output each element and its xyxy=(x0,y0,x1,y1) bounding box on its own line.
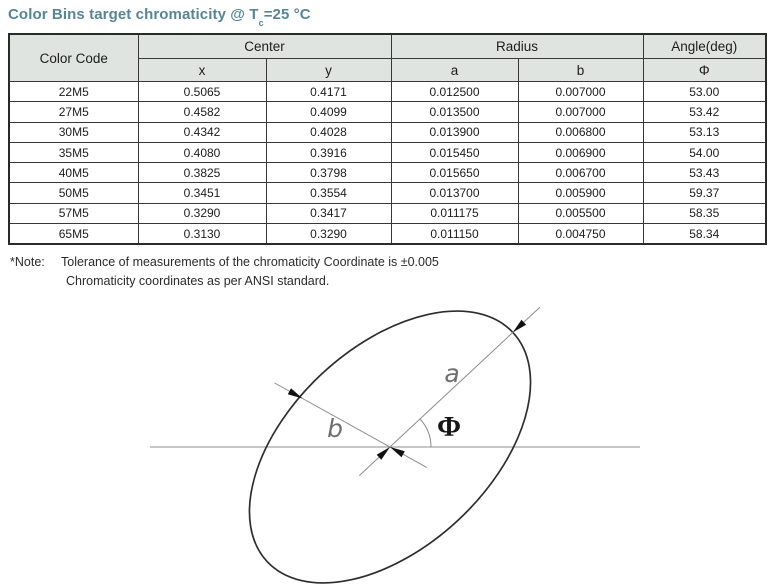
table-row xyxy=(9,102,766,122)
cell-color-code: 40M5 xyxy=(9,163,138,183)
cell-x: 0.3290 xyxy=(138,203,266,223)
cell-b: 0.005900 xyxy=(518,183,643,203)
label-phi: Φ xyxy=(436,411,462,443)
cell-a: 0.013500 xyxy=(391,102,518,122)
cell-a: 0.011150 xyxy=(391,224,518,245)
cell-phi: 53.42 xyxy=(643,102,766,122)
cell-x: 0.4342 xyxy=(138,122,266,142)
cell-y: 0.4028 xyxy=(266,122,391,142)
title-prefix: Color Bins target chromaticity @ T xyxy=(8,6,259,23)
ellipse-diagram xyxy=(0,298,772,588)
note-block xyxy=(10,253,439,291)
title-subscript: c xyxy=(258,18,264,28)
cell-b: 0.006900 xyxy=(518,142,643,162)
cell-y: 0.3916 xyxy=(266,142,391,162)
angle-arc xyxy=(420,419,431,447)
note-line2: Chromaticity coordinates as per ANSI standard. xyxy=(66,274,330,288)
cell-a: 0.012500 xyxy=(391,82,518,102)
cell-color-code: 50M5 xyxy=(9,183,138,203)
cell-color-code: 27M5 xyxy=(9,102,138,122)
table-row xyxy=(9,122,766,142)
cell-phi: 53.43 xyxy=(643,163,766,183)
cell-a: 0.015650 xyxy=(391,163,518,183)
page-title xyxy=(8,6,311,28)
cell-y: 0.3290 xyxy=(266,224,391,245)
cell-x: 0.4080 xyxy=(138,142,266,162)
cell-b: 0.007000 xyxy=(518,102,643,122)
col-header-angle: Angle(deg) xyxy=(643,34,766,59)
note-line1: Tolerance of measurements of the chromaticity Coordinate is ±0.005 xyxy=(61,255,439,269)
col-header-color-code: Color Code xyxy=(9,34,138,82)
cell-x: 0.4582 xyxy=(138,102,266,122)
cell-phi: 54.00 xyxy=(643,142,766,162)
label-a: a xyxy=(444,359,460,388)
label-b: b xyxy=(327,414,343,443)
chromaticity-ellipse xyxy=(199,298,581,588)
cell-a: 0.015450 xyxy=(391,142,518,162)
col-header-a: a xyxy=(391,59,518,82)
title-suffix: =25 °C xyxy=(263,6,311,23)
cell-a: 0.013900 xyxy=(391,122,518,142)
cell-phi: 58.34 xyxy=(643,224,766,245)
cell-x: 0.3130 xyxy=(138,224,266,245)
cell-b: 0.004750 xyxy=(518,224,643,245)
cell-b: 0.006800 xyxy=(518,122,643,142)
col-header-y: y xyxy=(266,59,391,82)
cell-x: 0.3825 xyxy=(138,163,266,183)
col-header-phi: Φ xyxy=(643,59,766,82)
table-row xyxy=(9,142,766,162)
cell-y: 0.3417 xyxy=(266,203,391,223)
cell-y: 0.4171 xyxy=(266,82,391,102)
table-row xyxy=(9,183,766,203)
cell-y: 0.4099 xyxy=(266,102,391,122)
header-row-groups xyxy=(9,34,766,59)
cell-color-code: 35M5 xyxy=(9,142,138,162)
arrowhead-b-center xyxy=(390,447,405,457)
cell-b: 0.005500 xyxy=(518,203,643,223)
cell-b: 0.007000 xyxy=(518,82,643,102)
col-header-b: b xyxy=(518,59,643,82)
col-header-radius: Radius xyxy=(391,34,643,59)
cell-phi: 53.00 xyxy=(643,82,766,102)
cell-y: 0.3554 xyxy=(266,183,391,203)
table-row xyxy=(9,224,766,245)
cell-a: 0.013700 xyxy=(391,183,518,203)
arrowhead-b-edge xyxy=(288,388,303,398)
cell-phi: 59.37 xyxy=(643,183,766,203)
col-header-center: Center xyxy=(138,34,391,59)
cell-b: 0.006700 xyxy=(518,163,643,183)
cell-phi: 58.35 xyxy=(643,203,766,223)
cell-color-code: 65M5 xyxy=(9,224,138,245)
table-row xyxy=(9,82,766,102)
cell-color-code: 30M5 xyxy=(9,122,138,142)
cell-a: 0.011175 xyxy=(391,203,518,223)
cell-x: 0.5065 xyxy=(138,82,266,102)
table-row xyxy=(9,203,766,223)
note-label: *Note: xyxy=(10,255,45,269)
chromaticity-table xyxy=(8,33,767,245)
cell-color-code: 57M5 xyxy=(9,203,138,223)
table-row xyxy=(9,163,766,183)
cell-phi: 53.13 xyxy=(643,122,766,142)
cell-color-code: 22M5 xyxy=(9,82,138,102)
col-header-x: x xyxy=(138,59,266,82)
cell-x: 0.3451 xyxy=(138,183,266,203)
cell-y: 0.3798 xyxy=(266,163,391,183)
